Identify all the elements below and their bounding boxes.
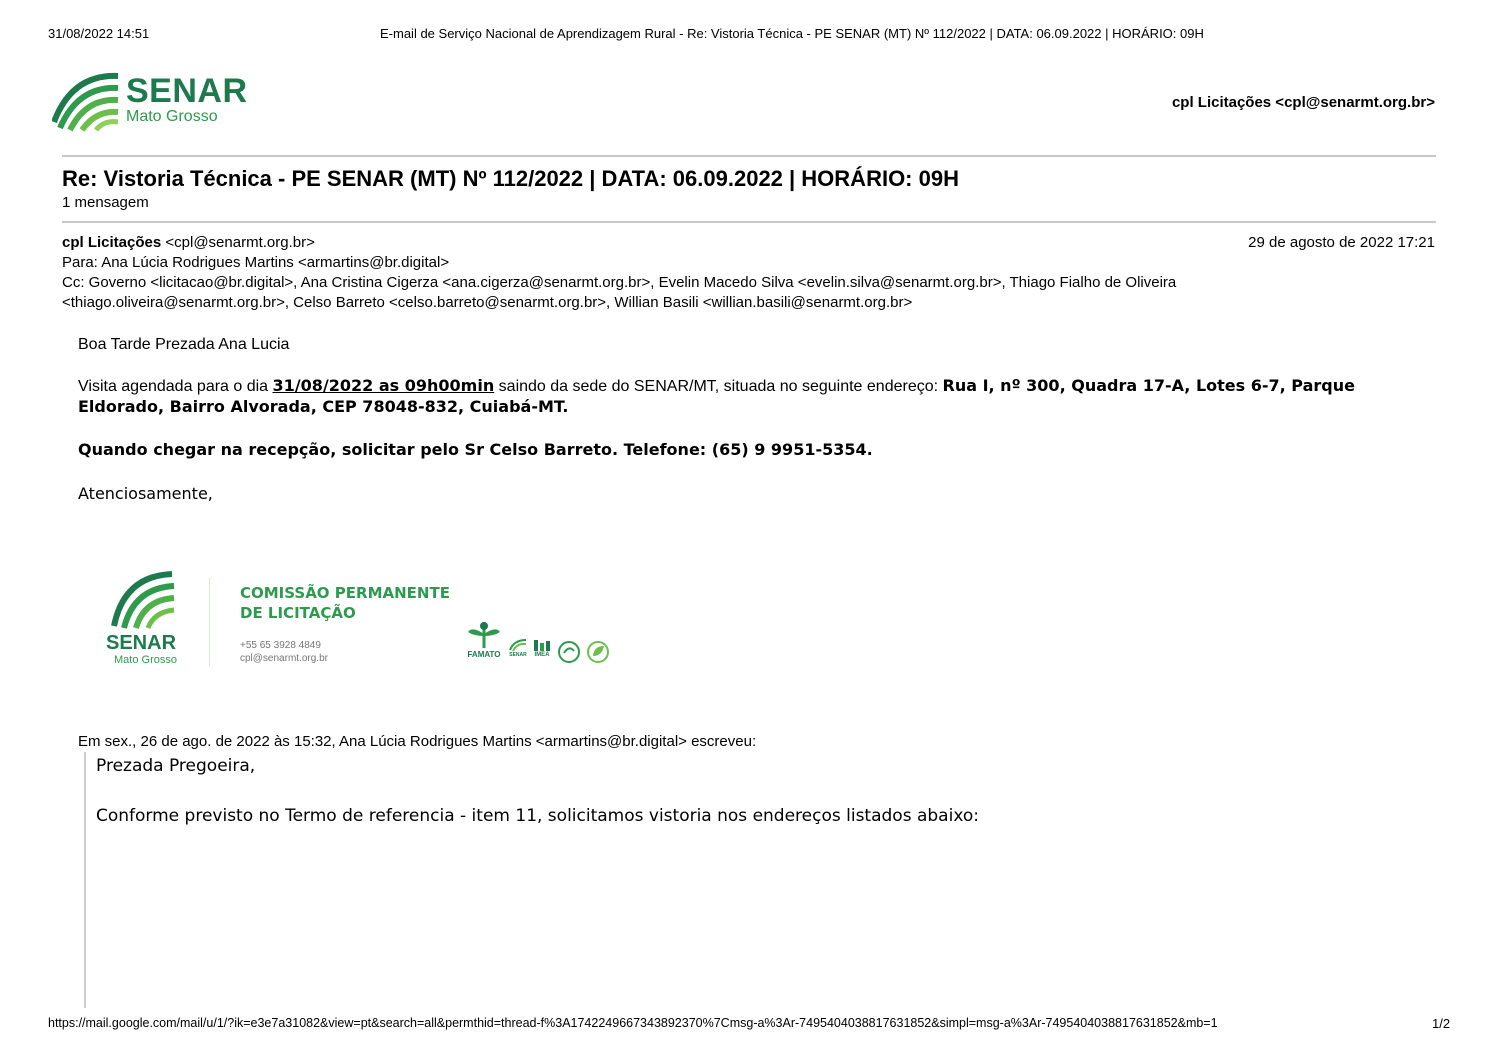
signature-department-1: COMISSÃO PERMANENTE xyxy=(240,584,450,602)
closing: Atenciosamente, xyxy=(78,484,213,503)
senar-logo-icon xyxy=(52,70,122,132)
print-url: https://mail.google.com/mail/u/1/?ik=e3e7a31082&view=pt&search=all&permthid=thread-f%3A1742249667343892370%7Cmsg-a%3Ar-7495404038817631852&simpl=msg-a%3Ar-7495404038817631852&mb=1 xyxy=(48,1016,1218,1030)
logo-brand: SENAR xyxy=(126,72,248,110)
message-date: 29 de agosto de 2022 17:21 xyxy=(1248,234,1435,251)
recipients-to: Para: Ana Lúcia Rodrigues Martins <armartins@br.digital> xyxy=(62,254,450,271)
account-label: cpl Licitações <cpl@senarmt.org.br> xyxy=(1171,94,1435,111)
imea-logo-icon xyxy=(532,638,552,664)
signature-divider xyxy=(209,578,210,666)
address-line1: Rua I, nº 300, Quadra 17-A, Lotes 6-7, Parque xyxy=(942,376,1355,395)
recipients-cc-line2: <thiago.oliveira@senarmt.org.br>, Celso Barreto <celso.barreto@senarmt.org.br>, Willian Basili <willian.basili@senarmt.org.br> xyxy=(62,294,913,311)
quote-text: Conforme previsto no Termo de referencia - item 11, solicitamos vistoria nos endereços listados abaixo: xyxy=(96,806,979,826)
print-title: E-mail de Serviço Nacional de Aprendizagem Rural - Re: Vistoria Técnica - PE SENAR (MT) Nº 112/2022 | DATA: 06.09.2022 | HORÁRIO: 09H xyxy=(380,26,1204,41)
signature-email: cpl@senarmt.org.br xyxy=(240,653,328,664)
signature-department-2: DE LICITAÇÃO xyxy=(240,604,356,622)
print-datetime: 31/08/2022 14:51 xyxy=(48,26,150,41)
signature-logo-icon xyxy=(110,570,180,630)
quote-greeting: Prezada Pregoeira, xyxy=(96,756,256,776)
famato-label: FAMATO xyxy=(467,650,501,659)
signature-brand: SENAR xyxy=(106,632,177,654)
thread-subject: Re: Vistoria Técnica - PE SENAR (MT) Nº 112/2022 | DATA: 06.09.2022 | HORÁRIO: 09H xyxy=(62,166,959,191)
quote-attribution: Em sex., 26 de ago. de 2022 às 15:32, Ana Lúcia Rodrigues Martins <armartins@br.digital> escreveu: xyxy=(78,733,757,750)
visit-line xyxy=(78,376,1355,396)
signature-region: Mato Grosso xyxy=(114,654,177,666)
message-count: 1 mensagem xyxy=(62,194,149,211)
page-number: 1/2 xyxy=(1432,1016,1451,1031)
greeting: Boa Tarde Prezada Ana Lucia xyxy=(78,336,290,353)
reception-instruction: Quando chegar na recepção, solicitar pelo Sr Celso Barreto. Telefone: (65) 9 9951-5354. xyxy=(78,440,873,459)
address-line2: Eldorado, Bairro Alvorada, CEP 78048-832, Cuiabá-MT. xyxy=(78,397,569,416)
header-divider xyxy=(62,155,1436,157)
visit-pre: Visita agendada para o dia xyxy=(78,378,273,395)
quote-bar xyxy=(84,752,86,1008)
senar-small-logo-icon xyxy=(508,638,528,664)
sender-email: <cpl@senarmt.org.br> xyxy=(165,234,315,251)
subject-divider xyxy=(62,221,1436,223)
senar-small-label: SENAR xyxy=(509,652,527,658)
message-sender xyxy=(62,234,315,251)
recipients-cc-line1: Cc: Governo <licitacao@br.digital>, Ana Cristina Cigerza <ana.cigerza@senarmt.org.br>, Evelin Macedo Silva <evelin.silva@senarmt.org.br>, Thiago Fialho de Oliveira xyxy=(62,274,1177,291)
partner-seal-icon xyxy=(557,640,581,664)
imea-label: IMEA xyxy=(534,652,550,658)
sender-name: cpl Licitações xyxy=(62,234,162,251)
partner-leaf-icon xyxy=(586,640,610,664)
visit-date-link[interactable]: 31/08/2022 as 09h00min xyxy=(272,376,495,395)
signature-phone: +55 65 3928 4849 xyxy=(240,640,321,651)
visit-mid: saindo da sede do SENAR/MT, situada no seguinte endereço: xyxy=(494,378,943,395)
logo-region: Mato Grosso xyxy=(126,108,218,125)
famato-logo-icon xyxy=(466,620,502,664)
